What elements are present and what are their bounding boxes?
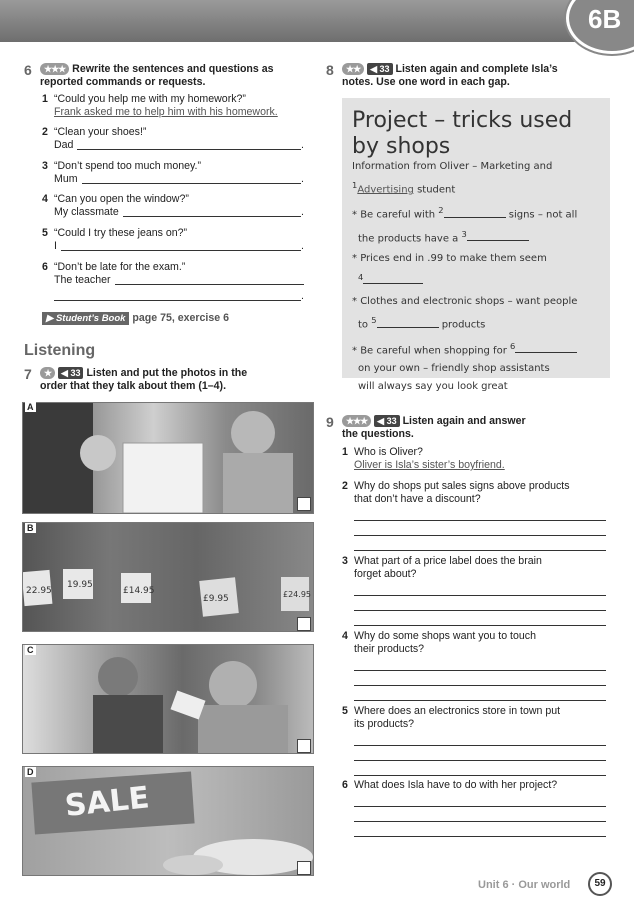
exercise-9-instruction: ★★★ ◀ 33 Listen again and answer the questions. [342, 415, 526, 440]
photo-label-b: B [27, 523, 34, 533]
answer-line[interactable] [354, 600, 606, 611]
exercise-6-instruction: ★★★ Rewrite the sentences and questions as reported commands or requests. [40, 63, 274, 88]
answer-line[interactable] [354, 585, 606, 596]
answer-line[interactable] [82, 173, 302, 184]
price-tag: 22.95 [26, 586, 52, 596]
audio-track-icon: ◀ 33 [58, 367, 83, 379]
photo-d-sale-sign [22, 766, 314, 876]
speaker-icon: ◀ [61, 368, 68, 379]
notes-body: Information from Oliver – Marketing and $^1$Advertising student * Be careful with $^2$ signs – not all the products have a $^3$ * Prices end in .99 to make them seem $^4$ * Clothes and electronic shops – want people to $^5$ products * Be careful when shopping for $^6$ on your own – friendly shop assistants will always say you look great [352, 161, 578, 392]
exercise-6-item-6: 6 “Don’t be late for the exam.” The teacher . [42, 261, 304, 302]
photo-b-price-tags [22, 522, 314, 632]
answer-line[interactable] [77, 139, 301, 150]
footer-unit-title: Unit 6 · Our world [478, 879, 571, 891]
audio-track-icon: ◀ 33 [367, 63, 392, 75]
answer-line[interactable] [115, 274, 304, 285]
section-heading-listening: Listening [24, 342, 96, 359]
exercise-6-item-1: 1 “Could you help me with my homework?” Frank asked me to help him with his homework. [42, 93, 278, 118]
difficulty-stars: ★★ [342, 63, 364, 75]
audio-track-icon: ◀ 33 [374, 415, 399, 427]
exercise-6-number: 6 [24, 62, 32, 78]
exercise-6-item-2: 2 “Clean your shoes!” Dad . [42, 126, 304, 151]
answer-line[interactable] [54, 290, 301, 301]
example-answer: Frank asked me to help him with his homework. [54, 106, 278, 118]
answer-line[interactable] [354, 510, 606, 521]
difficulty-stars: ★★★ [342, 415, 371, 427]
photo-label-a: A [27, 402, 34, 412]
exercise-9-item-4: 4 Why do some shops want you to touch their products? [342, 630, 606, 701]
difficulty-stars: ★★★ [40, 63, 69, 75]
speaker-icon: ◀ [370, 64, 378, 75]
students-book-reference[interactable]: ▶ Student’s Book page 75, exercise 6 [42, 312, 229, 324]
price-tag: £14.95 [123, 586, 155, 596]
gap-5[interactable] [377, 327, 439, 328]
exercise-7-instruction: ★ ◀ 33 Listen and put the photos in the order that they talk about them (1–4). [40, 367, 248, 392]
answer-line[interactable] [354, 615, 606, 626]
photo-c-answer-box[interactable] [297, 739, 311, 753]
answer-line[interactable] [354, 735, 606, 746]
photo-label-c: C [27, 645, 34, 655]
answer-line[interactable] [354, 765, 606, 776]
answer-line[interactable] [354, 675, 606, 686]
exercise-9-item-6: 6 What does Isla have to do with her project? [342, 779, 606, 837]
speaker-icon: ◀ [377, 416, 385, 427]
exercise-8-number: 8 [326, 62, 334, 78]
exercise-9-item-2: 2 Why do shops put sales signs above products that don’t have a discount? [342, 480, 606, 551]
exercise-9-item-1: 1 Who is Oliver? Oliver is Isla’s sister’s boyfriend. [342, 446, 505, 471]
example-answer: Oliver is Isla’s sister’s boyfriend. [354, 459, 505, 471]
photo-d-answer-box[interactable] [297, 861, 311, 875]
gap-2[interactable] [444, 217, 506, 218]
answer-line[interactable] [354, 826, 606, 837]
answer-line[interactable] [354, 750, 606, 761]
exercise-7-number: 7 [24, 366, 32, 382]
exercise-6-item-3: 3 “Don’t spend too much money.” Mum . [42, 160, 304, 185]
page-number: 59 [588, 872, 612, 896]
shop-scene-illustration [23, 403, 313, 513]
photo-a-answer-box[interactable] [297, 497, 311, 511]
price-tag: £24.95 [283, 590, 311, 599]
sale-sign-text: SALE [63, 780, 151, 824]
answer-line[interactable] [354, 525, 606, 536]
exercise-6-item-5: 5 “Could I try these jeans on?” I . [42, 227, 304, 252]
header-bar [0, 0, 634, 42]
answer-line[interactable] [354, 811, 606, 822]
exercise-9-number: 9 [326, 414, 334, 430]
unit-badge-label: 6B [588, 4, 622, 34]
exercise-8-instruction: ★★ ◀ 33 Listen again and complete Isla’s notes. Use one word in each gap. [342, 63, 558, 88]
price-tag: £9.95 [203, 594, 229, 604]
answer-line[interactable] [354, 660, 606, 671]
gap-4[interactable] [363, 283, 423, 284]
exercise-6-item-4: 4 “Can you open the window?” My classmate . [42, 193, 304, 218]
gap-6[interactable] [515, 352, 577, 353]
photo-c-phones [22, 644, 314, 754]
exercise-9-item-3: 3 What part of a price label does the brain forget about? [342, 555, 606, 626]
answer-line[interactable] [354, 690, 606, 701]
difficulty-stars: ★ [40, 367, 55, 379]
notes-title: Project – tricks used by shops [352, 108, 573, 159]
photo-a-shopping [22, 402, 314, 514]
gap-3[interactable] [467, 240, 529, 241]
photo-label-d: D [27, 767, 34, 777]
photo-b-answer-box[interactable] [297, 617, 311, 631]
answer-line[interactable] [354, 540, 606, 551]
answer-line[interactable] [61, 240, 301, 251]
answer-line[interactable] [354, 796, 606, 807]
exercise-9-item-5: 5 Where does an electronics store in town put its products? [342, 705, 606, 776]
answer-line[interactable] [123, 206, 301, 217]
price-tag: 19.95 [67, 580, 93, 590]
